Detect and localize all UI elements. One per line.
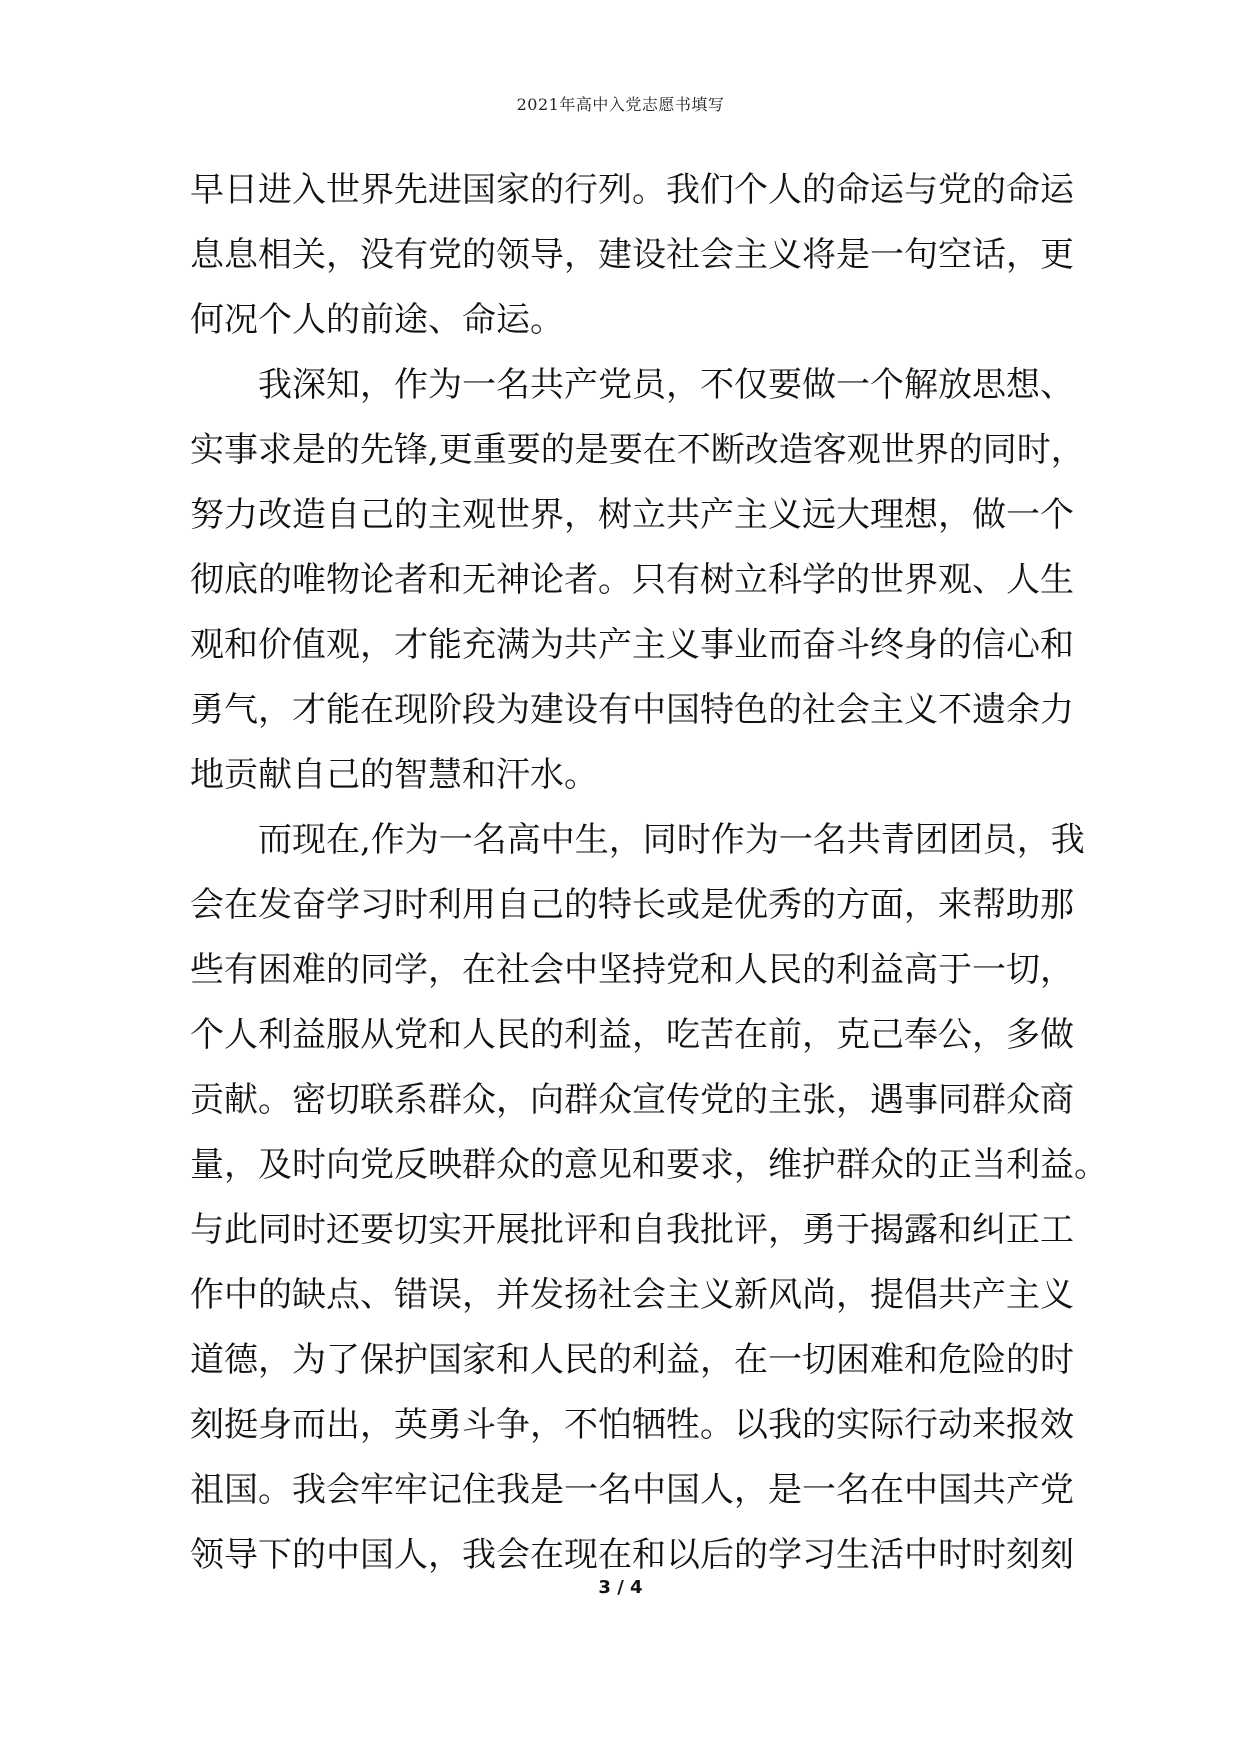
page-header-title: 2021年高中入党志愿书填写 — [516, 95, 725, 114]
text-line: 观和价值观，才能充满为共产主义事业而奋斗终身的信心和 — [190, 625, 1074, 665]
text-line: 个人利益服从党和人民的利益，吃苦在前，克己奉公，多做 — [190, 1015, 1074, 1055]
text-line: 量，及时向党反映群众的意见和要求，维护群众的正当利益。 — [190, 1145, 1108, 1185]
text-line: 地贡献自己的智慧和汗水。 — [190, 755, 598, 795]
text-line: 些有困难的同学，在社会中坚持党和人民的利益高于一切， — [190, 950, 1074, 990]
text-line: 何况个人的前途、命运。 — [190, 300, 564, 340]
page-number: 3 / 4 — [598, 1577, 643, 1598]
text-line: 贡献。密切联系群众，向群众宣传党的主张，遇事同群众商 — [190, 1080, 1074, 1120]
text-line: 早日进入世界先进国家的行列。我们个人的命运与党的命运 — [190, 170, 1074, 210]
text-line: 息息相关，没有党的领导，建设社会主义将是一句空话，更 — [190, 235, 1074, 275]
text-line: 领导下的中国人，我会在现在和以后的学习生活中时时刻刻 — [190, 1535, 1074, 1575]
text-line: 勇气，才能在现阶段为建设有中国特色的社会主义不遗余力 — [190, 690, 1074, 730]
text-line: 与此同时还要切实开展批评和自我批评，勇于揭露和纠正工 — [190, 1210, 1074, 1250]
document-body — [190, 158, 1108, 1588]
text-line: 刻挺身而出，英勇斗争，不怕牺牲。以我的实际行动来报效 — [190, 1405, 1074, 1445]
text-line: 道德，为了保护国家和人民的利益，在一切困难和危险的时 — [190, 1340, 1074, 1380]
text-line: 而现在,作为一名高中生，同时作为一名共青团团员，我 — [258, 820, 1085, 860]
text-line: 祖国。我会牢牢记住我是一名中国人，是一名在中国共产党 — [190, 1470, 1074, 1510]
text-line: 我深知，作为一名共产党员，不仅要做一个解放思想、 — [258, 365, 1074, 405]
text-line: 彻底的唯物论者和无神论者。只有树立科学的世界观、人生 — [190, 560, 1074, 600]
text-line: 实事求是的先锋,更重要的是要在不断改造客观世界的同时， — [190, 430, 1085, 470]
text-line: 努力改造自己的主观世界，树立共产主义远大理想，做一个 — [190, 495, 1074, 535]
text-line: 作中的缺点、错误，并发扬社会主义新风尚，提倡共产主义 — [190, 1275, 1074, 1315]
text-line: 会在发奋学习时利用自己的特长或是优秀的方面，来帮助那 — [190, 885, 1074, 925]
